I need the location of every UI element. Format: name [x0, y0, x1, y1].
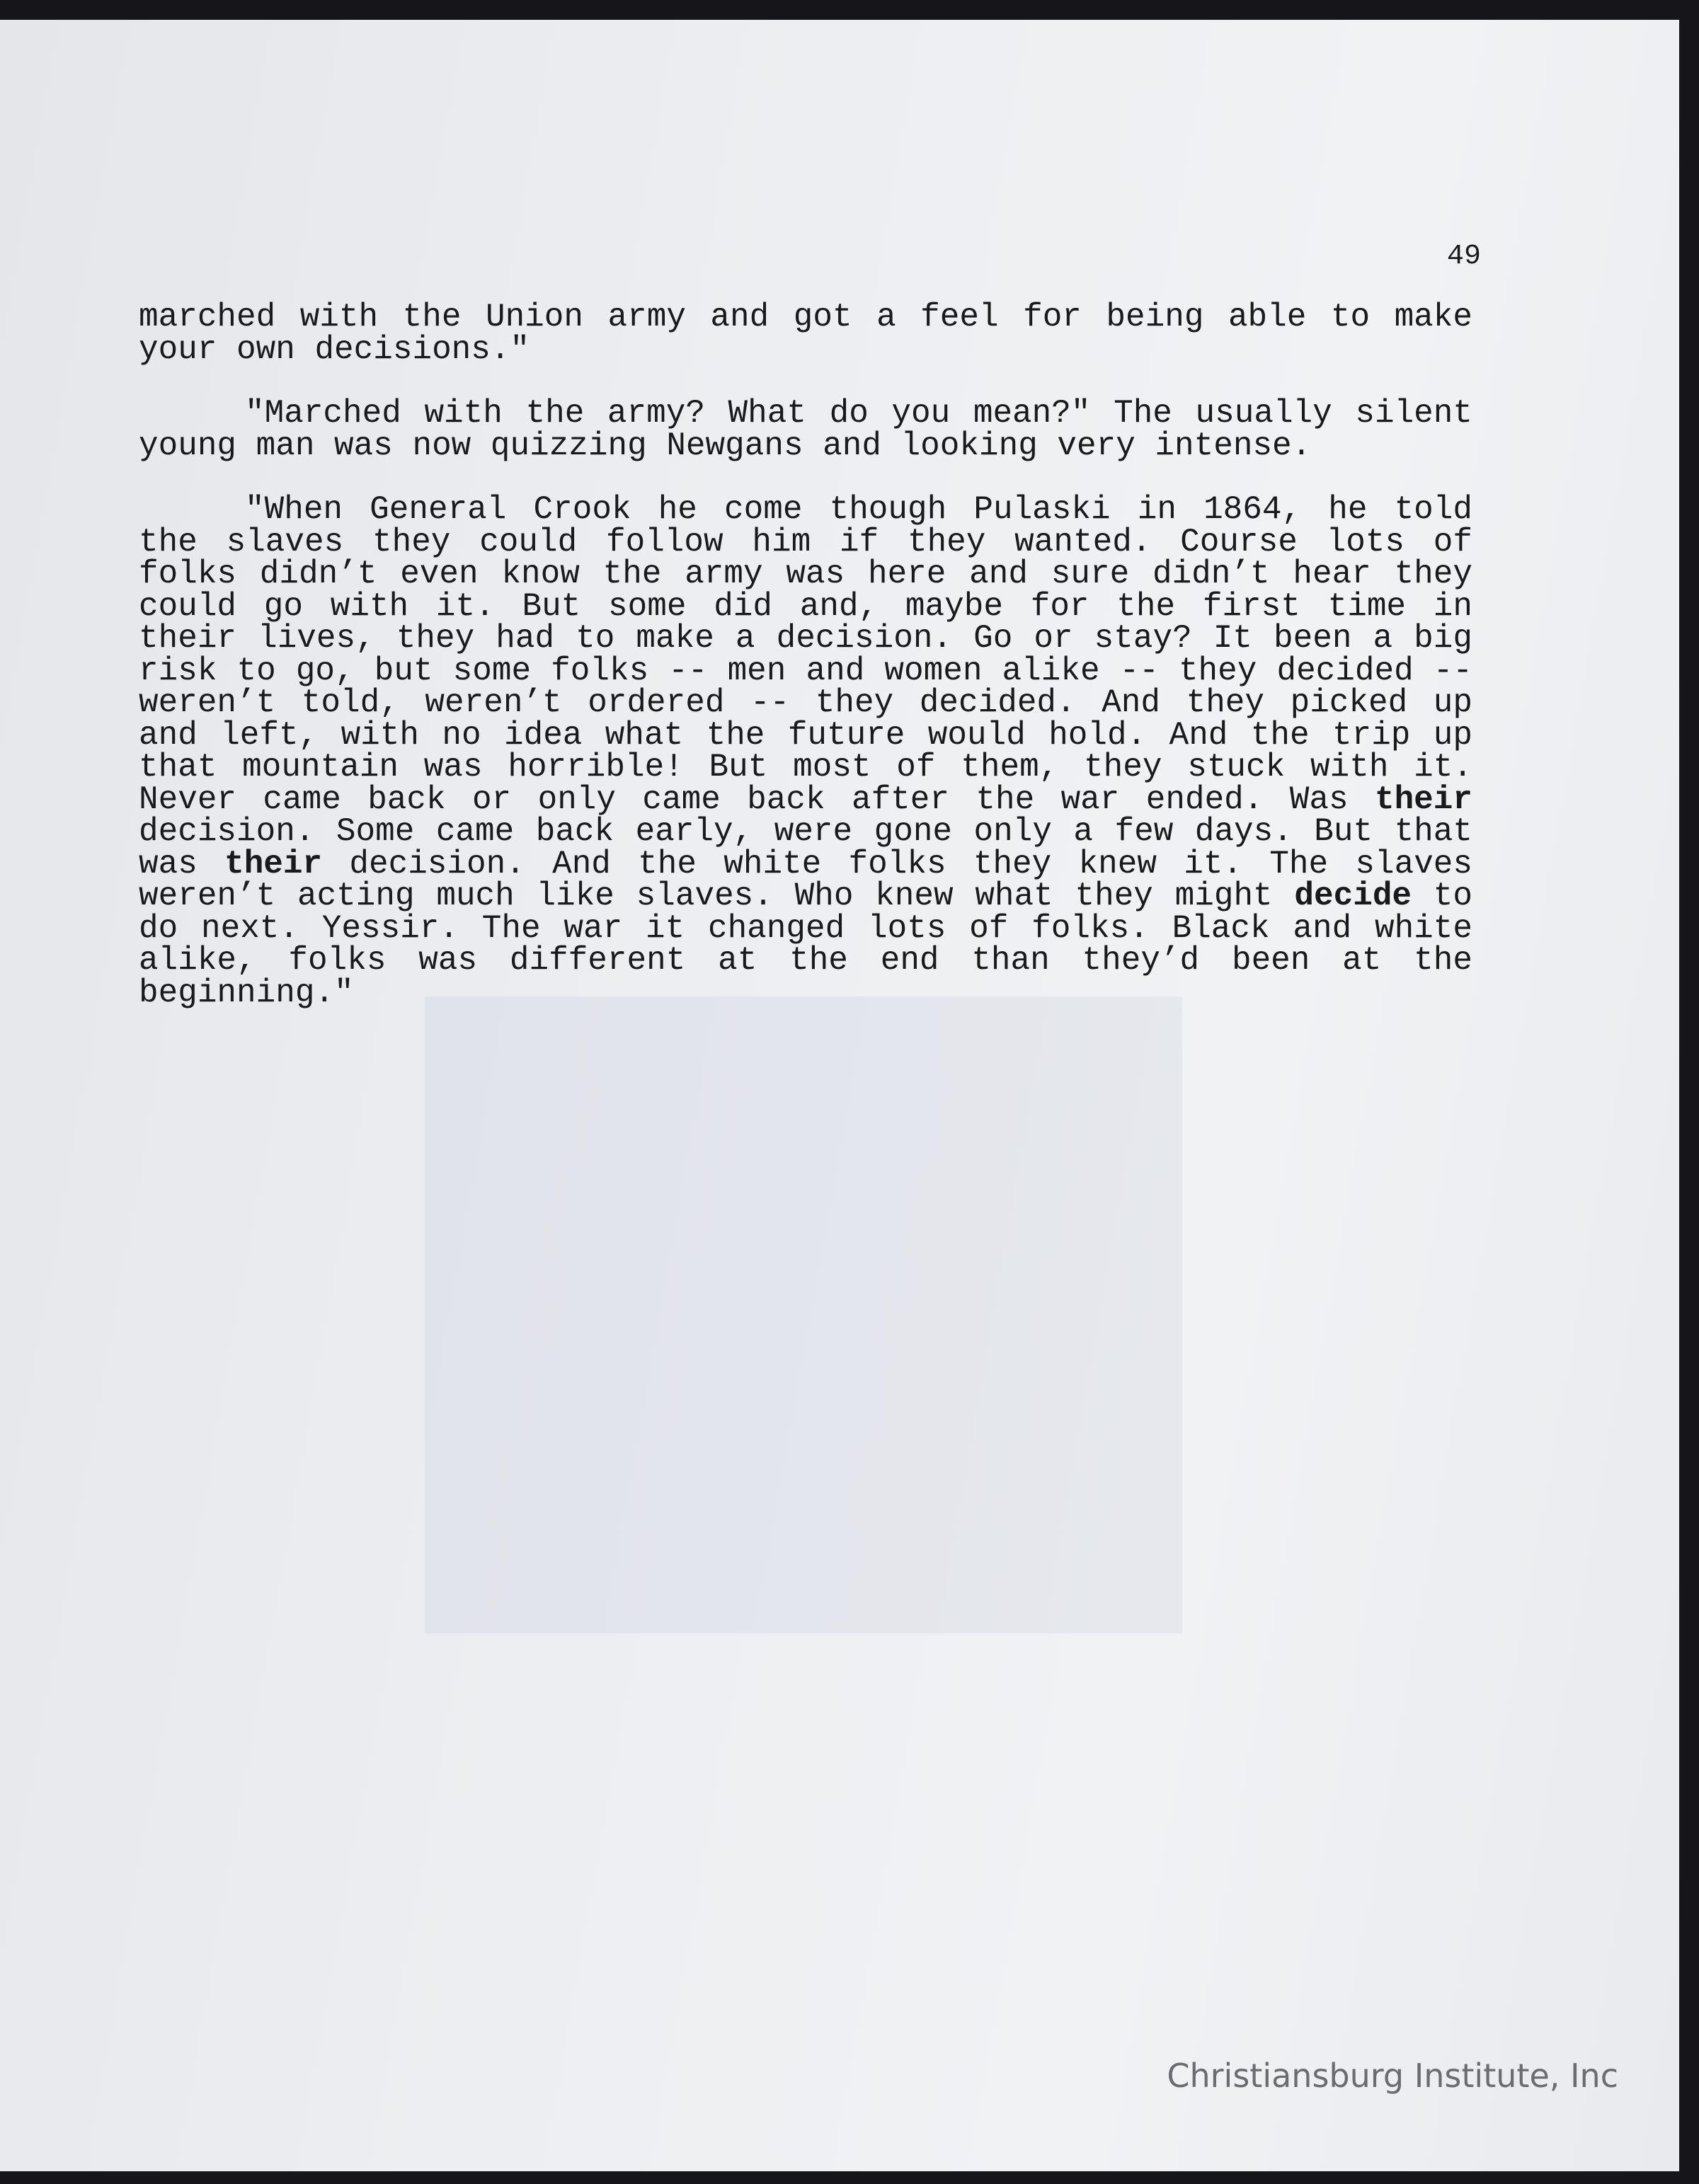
paragraph-text: marched with the Union army and got a feel for being able to make your own decisions.": [139, 299, 1472, 368]
paragraph-text: "Marched with the army? What do you mean?" The usually silent young man was now quizzing Newgans and looking very intense.: [139, 395, 1472, 464]
document-page: [0, 20, 1679, 2171]
bleed-through-image: [425, 996, 1182, 1633]
watermark: Christiansburg Institute, Inc: [1167, 2057, 1618, 2095]
paragraph-text: decision. And the white folks they knew it. The slaves weren’t acting much like slaves. Who knew what they might: [139, 845, 1473, 914]
paragraph-text: decision. Some came back early, were gone only a few days. But that was: [139, 813, 1472, 883]
paragraph-2: [139, 395, 1472, 464]
emphasis-their: their: [224, 845, 323, 883]
body-text: [139, 301, 1472, 1041]
page-number: 49: [1446, 241, 1481, 272]
emphasis-their: their: [1374, 781, 1472, 818]
emphasis-decide: decide: [1294, 878, 1412, 914]
paragraph-1: [139, 301, 1472, 366]
paragraph-3: [139, 491, 1473, 1011]
paragraph-text: "When General Crook he come though Pulaski in 1864, he told the slaves they could follow him if they wanted. Course lots of folks didn’t even know the army was here and sure didn’t hear they could go with it. But some did and, maybe for the first time in their lives, they had to make a decision. Go or stay? It been a big risk to go, but some folks -- men and women alike -- they decided -- weren’t told, weren’t ordered -- they decided. And they picked up and left, with no idea what the future would hold. And the trip up that mountain was horrible! But most of them, they stuck with it. Never came back or only came back after the war ended. Was: [139, 491, 1472, 818]
paragraph-text: to do next. Yessir. The war it changed lots of folks. Black and white alike, folks was different at the end than they’d been at the beginning.": [139, 878, 1472, 1011]
